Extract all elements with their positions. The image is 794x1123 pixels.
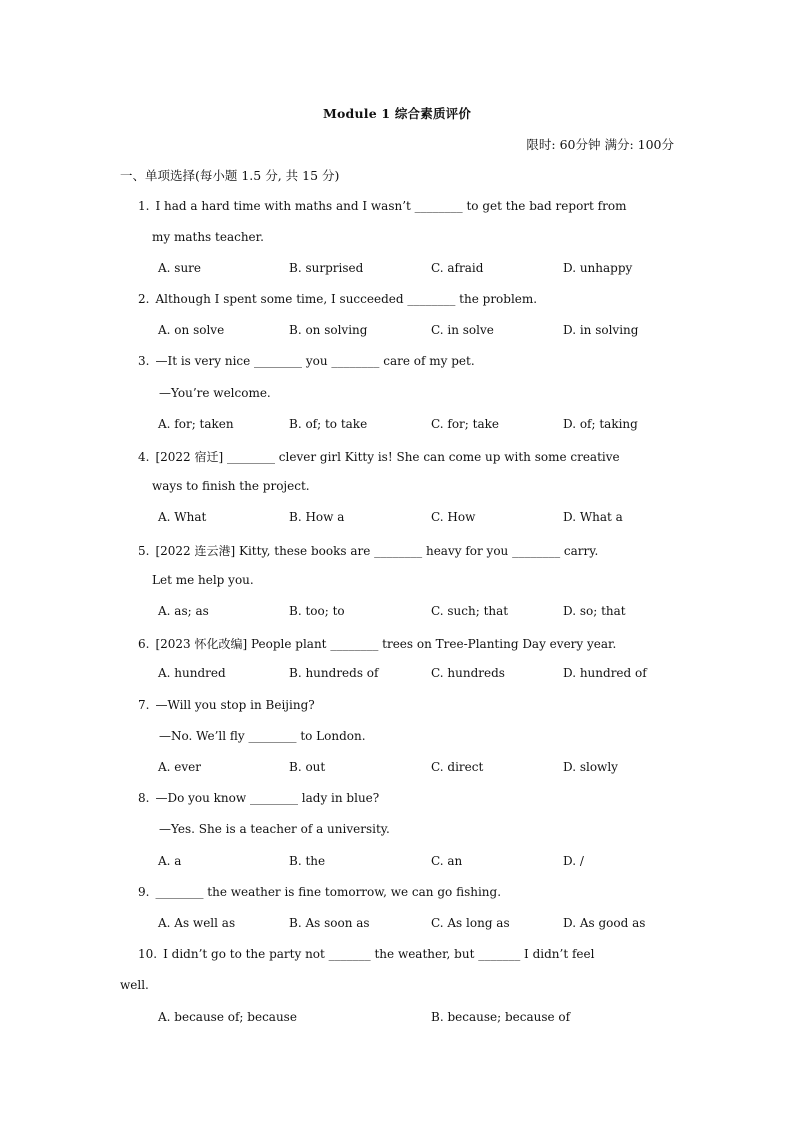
option-c: C. in solve: [431, 323, 494, 337]
question-5: [138, 542, 598, 559]
option-b: B. too; to: [289, 604, 345, 618]
option-c: C. hundreds: [431, 666, 505, 680]
option-a: A. a: [158, 854, 182, 868]
question-5-continuation: Let me help you.: [152, 573, 254, 587]
question-8: [138, 791, 379, 805]
option-a: A. for; taken: [158, 417, 234, 431]
option-a: A. ever: [158, 760, 202, 774]
option-c: C. such; that: [431, 604, 509, 618]
question-text: [2022 连云港] Kitty, these books are ________ heavy for you ________ carry.: [155, 544, 599, 558]
question-text: I didn’t go to the party not _______ the weather, but _______ I didn’t feel: [163, 947, 595, 961]
option-c: C. direct: [431, 760, 484, 774]
question-number: 3.: [138, 354, 150, 368]
option-b: B. hundreds of: [289, 666, 379, 680]
option-a: A. What: [158, 510, 207, 524]
question-number: 5.: [138, 544, 150, 558]
question-number: 8.: [138, 791, 150, 805]
option-c: C. How: [431, 510, 476, 524]
option-d: D. unhappy: [563, 261, 633, 275]
question-number: 2.: [138, 292, 150, 306]
question-1: [138, 199, 626, 213]
question-number: 10.: [138, 947, 158, 961]
question-number: 7.: [138, 698, 150, 712]
question-9-options: [158, 916, 698, 932]
option-b: B. on solving: [289, 323, 368, 337]
question-4: [138, 448, 620, 465]
option-b: B. surprised: [289, 261, 364, 275]
question-text: —Do you know ________ lady in blue?: [155, 791, 380, 805]
question-7-dialogue: —No. We’ll fly ________ to London.: [159, 729, 366, 743]
option-a: A. because of; because: [158, 1010, 297, 1024]
option-b: B. out: [289, 760, 326, 774]
option-b: B. As soon as: [289, 916, 370, 930]
option-d: D. so; that: [563, 604, 626, 618]
question-number: 9.: [138, 885, 150, 899]
option-d: D. hundred of: [563, 666, 647, 680]
question-1-continuation: my maths teacher.: [152, 230, 264, 244]
question-2: [138, 292, 537, 306]
option-c: C. an: [431, 854, 463, 868]
question-2-options: [158, 323, 698, 339]
question-3-options: [158, 417, 698, 433]
option-b: B. of; to take: [289, 417, 368, 431]
question-7: [138, 698, 315, 712]
option-b: B. How a: [289, 510, 345, 524]
question-text: —It is very nice ________ you ________ care of my pet.: [155, 354, 475, 368]
option-a: A. hundred: [158, 666, 226, 680]
question-9: [138, 885, 501, 899]
question-6-options: [158, 666, 698, 682]
question-4-options: [158, 510, 698, 526]
question-10: [138, 947, 594, 961]
question-3-dialogue: —You’re welcome.: [159, 386, 271, 400]
question-1-options: [158, 261, 698, 277]
option-a: A. As well as: [158, 916, 236, 930]
question-10-continuation: well.: [120, 978, 149, 992]
option-b: B. the: [289, 854, 326, 868]
question-number: 1.: [138, 199, 150, 213]
option-c: C. afraid: [431, 261, 484, 275]
question-text: [2022 宿迁] ________ clever girl Kitty is! She can come up with some creative: [155, 450, 620, 464]
question-text: Although I spent some time, I succeeded ________ the problem.: [155, 292, 538, 306]
question-8-dialogue: —Yes. She is a teacher of a university.: [159, 822, 390, 836]
question-text: —Will you stop in Beijing?: [155, 698, 315, 712]
time-score-info: 限时: 60分钟 满分: 100分: [526, 137, 674, 152]
option-d: D. As good as: [563, 916, 646, 930]
question-7-options: [158, 760, 698, 776]
question-number: 4.: [138, 450, 150, 464]
question-text: ________ the weather is fine tomorrow, we can go fishing.: [155, 885, 502, 899]
question-number: 6.: [138, 637, 150, 651]
option-a: A. on solve: [158, 323, 225, 337]
option-d: D. of; taking: [563, 417, 638, 431]
question-text: I had a hard time with maths and I wasn’t ________ to get the bad report from: [155, 199, 627, 213]
question-3: [138, 354, 475, 368]
question-6: [138, 635, 616, 652]
option-c: C. As long as: [431, 916, 510, 930]
option-d: D. slowly: [563, 760, 618, 774]
question-8-options: [158, 854, 698, 870]
option-d: D. What a: [563, 510, 623, 524]
question-text: [2023 怀化改编] People plant ________ trees on Tree-Planting Day every year.: [155, 637, 617, 651]
section-heading: 一、单项选择(每小题 1.5 分, 共 15 分): [120, 168, 340, 183]
option-d: D. /: [563, 854, 584, 868]
option-a: A. sure: [158, 261, 202, 275]
option-a: A. as; as: [158, 604, 209, 618]
question-10-options: [158, 1010, 698, 1026]
option-c: C. for; take: [431, 417, 499, 431]
option-d: D. in solving: [563, 323, 639, 337]
option-b: B. because; because of: [431, 1010, 571, 1024]
question-5-options: [158, 604, 698, 620]
page-title: Module 1 综合素质评价: [322, 106, 472, 121]
question-4-continuation: ways to finish the project.: [152, 479, 310, 493]
